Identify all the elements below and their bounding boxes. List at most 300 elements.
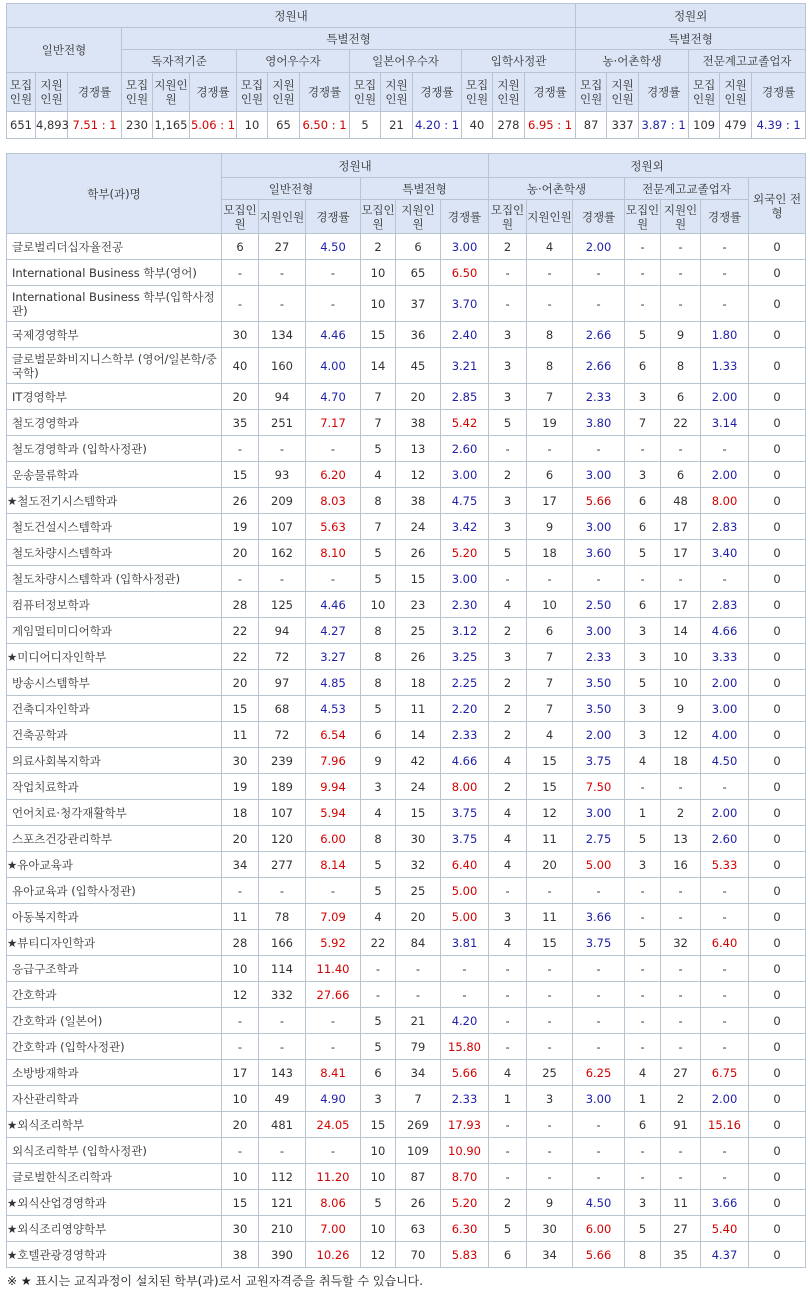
department-name-cell: 방송시스템학부 [7, 670, 222, 696]
recruit-cell: - [361, 956, 396, 982]
rate-cell: 4.53 [306, 696, 361, 722]
recruit-cell: 30 [222, 748, 259, 774]
recruit-cell: - [625, 436, 661, 462]
rate-cell: 3.75 [441, 800, 489, 826]
recruit-cell: 10 [222, 1164, 259, 1190]
apply-cell: 189 [259, 774, 306, 800]
rate-cell: - [306, 260, 361, 286]
apply-cell: 4 [527, 722, 573, 748]
department-name-cell: 철도건설시스템학과 [7, 514, 222, 540]
apply-cell: - [661, 286, 701, 322]
foreign-cell: 0 [749, 592, 806, 618]
rate-cell: 2.60 [441, 436, 489, 462]
apply-cell: 15 [527, 930, 573, 956]
apply-cell: 8 [661, 348, 701, 384]
table-row [7, 1216, 806, 1242]
apply-cell: - [259, 260, 306, 286]
summary-col-apply-header: 지원인원 [36, 73, 68, 112]
recruit-cell: - [222, 878, 259, 904]
apply-cell: 79 [396, 1034, 441, 1060]
table-row [7, 1034, 806, 1060]
department-name-cell: 외식조리학부 (입학사정관) [7, 1138, 222, 1164]
rate-cell: 15.80 [441, 1034, 489, 1060]
table-row [7, 852, 806, 878]
recruit-cell: 8 [361, 644, 396, 670]
rate-cell: 6.50 [441, 260, 489, 286]
rate-cell: 6.30 [441, 1216, 489, 1242]
recruit-cell: 3 [625, 722, 661, 748]
summary-special-header: 특별전형 [122, 28, 576, 50]
apply-cell: 18 [396, 670, 441, 696]
rate-cell: - [573, 1008, 625, 1034]
department-name-cell: 철도차량시스템학과 [7, 540, 222, 566]
apply-cell: 209 [259, 488, 306, 514]
rate-cell: - [306, 286, 361, 322]
apply-cell: 481 [259, 1112, 306, 1138]
rate-cell: 7.96 [306, 748, 361, 774]
department-name-cell: IT경영학부 [7, 384, 222, 410]
dept-general-header: 일반전형 [222, 178, 361, 200]
apply-cell: 10 [661, 644, 701, 670]
department-name-cell: ★유아교육과 [7, 852, 222, 878]
rate-cell: - [701, 1034, 749, 1060]
foreign-cell: 0 [749, 1138, 806, 1164]
summary-col-recruit-header: 모집인원 [237, 73, 268, 112]
rate-cell: 2.83 [701, 514, 749, 540]
foreign-cell: 0 [749, 1060, 806, 1086]
foreign-cell: 0 [749, 696, 806, 722]
apply-cell: 13 [396, 436, 441, 462]
apply-cell: 13 [661, 826, 701, 852]
apply-cell: 42 [396, 748, 441, 774]
recruit-cell: - [625, 260, 661, 286]
recruit-cell: 4 [489, 826, 527, 852]
foreign-cell: 0 [749, 982, 806, 1008]
table-row [7, 488, 806, 514]
rate-cell: 2.40 [441, 322, 489, 348]
department-name-cell: 간호학과 (입학사정관) [7, 1034, 222, 1060]
apply-cell: - [396, 956, 441, 982]
apply-cell: 6 [527, 618, 573, 644]
apply-cell: 37 [396, 286, 441, 322]
table-row [7, 322, 806, 348]
department-name-cell: 국제경영학부 [7, 322, 222, 348]
foreign-cell: 0 [749, 1242, 806, 1268]
apply-cell: 162 [259, 540, 306, 566]
foreign-cell: 0 [749, 774, 806, 800]
rate-cell: 2.00 [701, 1086, 749, 1112]
rate-cell: 2.85 [441, 384, 489, 410]
recruit-cell: 4 [361, 462, 396, 488]
rate-cell: 4.70 [306, 384, 361, 410]
recruit-cell: 10 [361, 260, 396, 286]
recruit-cell: 3 [489, 348, 527, 384]
rate-cell: - [306, 436, 361, 462]
table-row [7, 618, 806, 644]
rate-cell: 2.00 [701, 462, 749, 488]
recruit-cell: 5 [489, 410, 527, 436]
rate-cell: 7.50 [573, 774, 625, 800]
rate-cell: - [306, 1034, 361, 1060]
department-name-cell: 글로벌한식조리학과 [7, 1164, 222, 1190]
table-row [7, 410, 806, 436]
foreign-cell: 0 [749, 904, 806, 930]
recruit-cell: 30 [222, 1216, 259, 1242]
apply-cell: 2 [661, 800, 701, 826]
apply-cell: - [661, 436, 701, 462]
department-name-cell: 언어치료·청각재활학부 [7, 800, 222, 826]
apply-cell: 35 [661, 1242, 701, 1268]
rate-cell: 2.33 [573, 384, 625, 410]
apply-cell: 11 [396, 696, 441, 722]
rate-cell: 5.00 [441, 904, 489, 930]
rate-cell: 8.00 [701, 488, 749, 514]
department-name-cell: 응급구조학과 [7, 956, 222, 982]
table-row [7, 748, 806, 774]
recruit-cell: 3 [625, 644, 661, 670]
rate-cell: 3.00 [441, 462, 489, 488]
foreign-cell: 0 [749, 566, 806, 592]
rate-cell: 6.75 [701, 1060, 749, 1086]
department-name-cell: ★뷰티디자인학과 [7, 930, 222, 956]
recruit-cell: - [222, 566, 259, 592]
recruit-cell: 8 [361, 670, 396, 696]
recruit-cell: 3 [361, 1086, 396, 1112]
foreign-cell: 0 [749, 410, 806, 436]
rate-cell: 2.20 [441, 696, 489, 722]
rate-cell: 8.14 [306, 852, 361, 878]
summary-special-out-header: 특별전형 [576, 28, 806, 50]
recruit-cell: 7 [361, 410, 396, 436]
recruit-cell: 2 [489, 1190, 527, 1216]
foreign-cell: 0 [749, 436, 806, 462]
recruit-cell: - [489, 260, 527, 286]
apply-cell: 6 [661, 462, 701, 488]
apply-cell: 38 [396, 410, 441, 436]
apply-cell: 34 [527, 1242, 573, 1268]
rate-cell: 8.00 [441, 774, 489, 800]
apply-cell: 11 [527, 904, 573, 930]
rate-cell: - [573, 566, 625, 592]
recruit-cell: - [489, 566, 527, 592]
recruit-cell: - [361, 982, 396, 1008]
table-row [7, 1008, 806, 1034]
rate-cell: - [573, 878, 625, 904]
recruit-cell: 4 [489, 800, 527, 826]
rate-cell: 5.20 [441, 540, 489, 566]
recruit-cell: 10 [361, 1138, 396, 1164]
rate-cell: 3.70 [441, 286, 489, 322]
apply-cell: 390 [259, 1242, 306, 1268]
apply-cell: 78 [259, 904, 306, 930]
summary-apply-cell: 4,893 [36, 112, 68, 139]
apply-cell: - [661, 904, 701, 930]
rate-cell: 3.75 [573, 930, 625, 956]
rate-cell: 5.00 [441, 878, 489, 904]
foreign-cell: 0 [749, 1164, 806, 1190]
department-name-cell: 건축공학과 [7, 722, 222, 748]
rate-cell: 7.17 [306, 410, 361, 436]
foreign-cell: 0 [749, 852, 806, 878]
table-row [7, 1164, 806, 1190]
apply-cell: 72 [259, 722, 306, 748]
department-name-cell: 간호학과 (일본어) [7, 1008, 222, 1034]
foreign-cell: 0 [749, 1008, 806, 1034]
dept-col-rate-header: 경쟁률 [441, 200, 489, 234]
apply-cell: 14 [661, 618, 701, 644]
apply-cell: 34 [396, 1060, 441, 1086]
recruit-cell: 4 [489, 1060, 527, 1086]
summary-table [6, 3, 806, 139]
recruit-cell: 3 [489, 488, 527, 514]
rate-cell: 2.83 [701, 592, 749, 618]
summary-apply-cell: 278 [493, 112, 525, 139]
recruit-cell: 10 [361, 592, 396, 618]
apply-cell: 125 [259, 592, 306, 618]
apply-cell: 11 [661, 1190, 701, 1216]
apply-cell: 107 [259, 514, 306, 540]
recruit-cell: 7 [361, 384, 396, 410]
rate-cell: - [701, 1164, 749, 1190]
apply-cell: 68 [259, 696, 306, 722]
recruit-cell: 5 [361, 540, 396, 566]
recruit-cell: 3 [625, 1190, 661, 1216]
department-name-cell: 유아교육과 (입학사정관) [7, 878, 222, 904]
recruit-cell: 3 [625, 462, 661, 488]
apply-cell: 91 [661, 1112, 701, 1138]
apply-cell: 18 [661, 748, 701, 774]
apply-cell: 3 [527, 1086, 573, 1112]
summary-col-recruit-header: 모집인원 [122, 73, 153, 112]
table-row [7, 1086, 806, 1112]
dept-col-rate-header: 경쟁률 [701, 200, 749, 234]
rate-cell: 6.40 [701, 930, 749, 956]
summary-col-rate-header: 경쟁률 [639, 73, 689, 112]
apply-cell: 15 [396, 566, 441, 592]
summary-col-rate-header: 경쟁률 [68, 73, 122, 112]
rate-cell: 4.20 [441, 1008, 489, 1034]
rate-cell: 3.12 [441, 618, 489, 644]
summary-out-quota-header: 정원외 [576, 4, 806, 28]
apply-cell: 48 [661, 488, 701, 514]
foreign-cell: 0 [749, 348, 806, 384]
rate-cell: 3.80 [573, 410, 625, 436]
recruit-cell: 4 [489, 852, 527, 878]
recruit-cell: - [625, 878, 661, 904]
summary-general-header: 일반전형 [7, 28, 122, 73]
table-row [7, 956, 806, 982]
recruit-cell: 6 [222, 234, 259, 260]
rate-cell: 2.66 [573, 322, 625, 348]
rate-cell: 3.60 [573, 540, 625, 566]
summary-col-rate-header: 경쟁률 [190, 73, 237, 112]
summary-in-quota-header: 정원내 [7, 4, 576, 28]
apply-cell: - [259, 566, 306, 592]
recruit-cell: - [489, 1034, 527, 1060]
department-name-cell: 철도경영학과 [7, 410, 222, 436]
rate-cell: 1.33 [701, 348, 749, 384]
rate-cell: 2.00 [573, 722, 625, 748]
recruit-cell: 20 [222, 1112, 259, 1138]
rate-cell: - [306, 566, 361, 592]
table-row [7, 696, 806, 722]
recruit-cell: 5 [361, 696, 396, 722]
recruit-cell: - [625, 566, 661, 592]
summary-col-rate-header: 경쟁률 [413, 73, 462, 112]
rate-cell: 2.00 [701, 384, 749, 410]
rate-cell: 24.05 [306, 1112, 361, 1138]
apply-cell: 120 [259, 826, 306, 852]
apply-cell: 7 [527, 384, 573, 410]
recruit-cell: 12 [361, 1242, 396, 1268]
rate-cell: 4.00 [306, 348, 361, 384]
rate-cell: 3.00 [701, 696, 749, 722]
rate-cell: 3.25 [441, 644, 489, 670]
department-name-cell: ★외식조리학부 [7, 1112, 222, 1138]
rate-cell: 3.50 [573, 670, 625, 696]
recruit-cell: 5 [361, 436, 396, 462]
recruit-cell: 40 [222, 348, 259, 384]
recruit-cell: 5 [489, 540, 527, 566]
recruit-cell: 15 [222, 462, 259, 488]
recruit-cell: 34 [222, 852, 259, 878]
recruit-cell: - [489, 982, 527, 1008]
summary-apply-cell: 1,165 [153, 112, 190, 139]
recruit-cell: 5 [625, 322, 661, 348]
apply-cell: - [527, 1008, 573, 1034]
rate-cell: 4.46 [306, 322, 361, 348]
apply-cell: 16 [661, 852, 701, 878]
table-row [7, 348, 806, 384]
summary-col-recruit-header: 모집인원 [689, 73, 720, 112]
recruit-cell: 11 [222, 722, 259, 748]
summary-group-header: 독자적기준 [122, 50, 237, 73]
dept-special-header: 특별전형 [361, 178, 489, 200]
rate-cell: 2.33 [441, 722, 489, 748]
rate-cell: 4.75 [441, 488, 489, 514]
apply-cell: - [527, 436, 573, 462]
recruit-cell: 6 [489, 1242, 527, 1268]
apply-cell: 4 [527, 234, 573, 260]
recruit-cell: - [625, 286, 661, 322]
apply-cell: - [661, 1034, 701, 1060]
apply-cell: - [259, 1034, 306, 1060]
apply-cell: 9 [527, 1190, 573, 1216]
recruit-cell: 6 [625, 488, 661, 514]
table-row [7, 384, 806, 410]
recruit-cell: 5 [489, 1216, 527, 1242]
apply-cell: 17 [661, 514, 701, 540]
department-name-cell: ★호텔관광경영학과 [7, 1242, 222, 1268]
summary-col-apply-header: 지원인원 [493, 73, 525, 112]
rate-cell: - [701, 260, 749, 286]
apply-cell: 25 [396, 618, 441, 644]
apply-cell: - [661, 260, 701, 286]
table-row [7, 592, 806, 618]
rate-cell: 6.00 [573, 1216, 625, 1242]
summary-group-header: 일본어우수자 [350, 50, 462, 73]
summary-apply-cell: 21 [381, 112, 413, 139]
apply-cell: - [661, 1008, 701, 1034]
recruit-cell: 28 [222, 592, 259, 618]
table-row [7, 670, 806, 696]
foreign-cell: 0 [749, 322, 806, 348]
apply-cell: - [661, 982, 701, 1008]
summary-rate-cell: 5.06 : 1 [190, 112, 237, 139]
rate-cell: 11.20 [306, 1164, 361, 1190]
rate-cell: 4.00 [701, 722, 749, 748]
apply-cell: 109 [396, 1138, 441, 1164]
rate-cell: 4.27 [306, 618, 361, 644]
foreign-cell: 0 [749, 800, 806, 826]
table-row [7, 1138, 806, 1164]
table-row [7, 982, 806, 1008]
rate-cell: 5.92 [306, 930, 361, 956]
apply-cell: 32 [396, 852, 441, 878]
rate-cell: - [573, 1034, 625, 1060]
table-row [7, 234, 806, 260]
summary-col-rate-header: 경쟁률 [752, 73, 806, 112]
recruit-cell: - [625, 1034, 661, 1060]
apply-cell: 17 [661, 540, 701, 566]
apply-cell: 11 [527, 826, 573, 852]
rate-cell: 2.00 [701, 670, 749, 696]
rate-cell: 10.26 [306, 1242, 361, 1268]
dept-vocational-header: 전문계고교졸업자 [625, 178, 749, 200]
rate-cell: - [701, 904, 749, 930]
apply-cell: 65 [396, 260, 441, 286]
apply-cell: - [661, 774, 701, 800]
foreign-cell: 0 [749, 1190, 806, 1216]
summary-recruit-cell: 40 [462, 112, 493, 139]
summary-col-rate-header: 경쟁률 [525, 73, 576, 112]
department-name-cell: International Business 학부(영어) [7, 260, 222, 286]
table-row [7, 1190, 806, 1216]
recruit-cell: 4 [361, 800, 396, 826]
apply-cell: 24 [396, 774, 441, 800]
recruit-cell: - [625, 1138, 661, 1164]
recruit-cell: 3 [361, 774, 396, 800]
apply-cell: 166 [259, 930, 306, 956]
foreign-cell: 0 [749, 1112, 806, 1138]
recruit-cell: 12 [222, 982, 259, 1008]
department-name-cell: 운송물류학과 [7, 462, 222, 488]
recruit-cell: 3 [489, 904, 527, 930]
recruit-cell: 6 [625, 592, 661, 618]
apply-cell: 134 [259, 322, 306, 348]
summary-rate-cell: 6.95 : 1 [525, 112, 576, 139]
department-name-cell: 스포츠건강관리학부 [7, 826, 222, 852]
dept-col-recruit-header: 모집인원 [361, 200, 396, 234]
rate-cell: 3.81 [441, 930, 489, 956]
recruit-cell: 8 [361, 488, 396, 514]
apply-cell: 10 [527, 592, 573, 618]
rate-cell: 2.60 [701, 826, 749, 852]
recruit-cell: 11 [222, 904, 259, 930]
foreign-cell: 0 [749, 930, 806, 956]
table-row [7, 1242, 806, 1268]
apply-cell: 94 [259, 384, 306, 410]
recruit-cell: 4 [489, 592, 527, 618]
rate-cell: 5.00 [573, 852, 625, 878]
rate-cell: 3.75 [573, 748, 625, 774]
rate-cell: - [701, 878, 749, 904]
summary-rate-cell: 4.39 : 1 [752, 112, 806, 139]
rate-cell: 8.41 [306, 1060, 361, 1086]
apply-cell: 27 [259, 234, 306, 260]
apply-cell: 14 [396, 722, 441, 748]
foreign-cell: 0 [749, 618, 806, 644]
